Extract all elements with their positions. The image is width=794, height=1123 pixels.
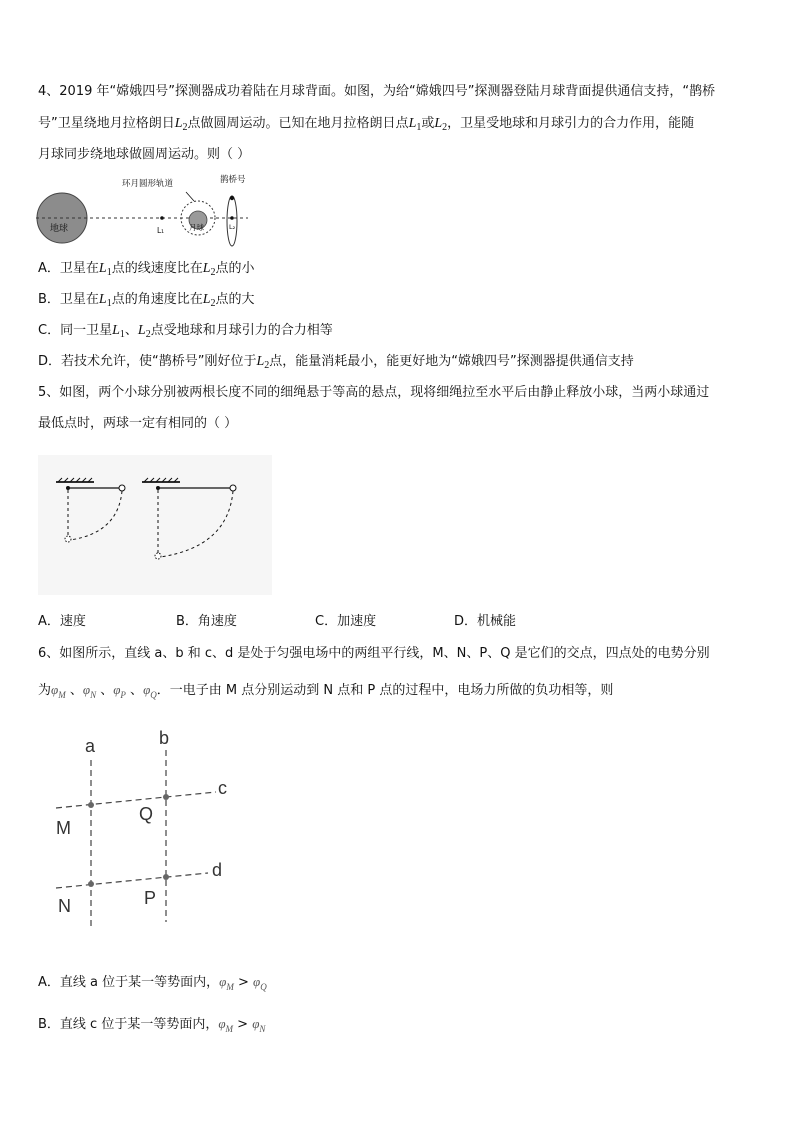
line-d <box>56 873 208 888</box>
q5-option-b[interactable]: B．角速度 <box>176 614 237 629</box>
halo-orbit <box>227 196 237 246</box>
point-q <box>163 794 169 800</box>
q5-option-a[interactable]: A．速度 <box>38 614 86 629</box>
q5-option-c[interactable]: C．加速度 <box>315 614 377 629</box>
q6-option-b[interactable]: B．直线 c 位于某一等势面内，$\varphi_M > \varphi_N$ <box>38 1016 266 1034</box>
q6-stem-line1: 6、如图所示，直线 a、b 和 c、d 是处于匀强电场中的两组平行线，M、N、P、Q 是它们的交点，四点处的电势分别 <box>38 646 710 661</box>
figure-background <box>38 455 272 595</box>
q4-option-d[interactable]: D．若技术允许，使“鹊桥号”刚好位于$L_2$点，能量消耗最小，能更好地为“嫦娥四号”探测器提供通信支持 <box>38 354 634 371</box>
line-c <box>56 792 216 808</box>
q4-stem-line3: 月球同步绕地球做圆周运动。则（ ） <box>38 147 251 162</box>
label-d: d <box>212 860 223 880</box>
orbit-label: 环月圆形轨道 <box>122 179 174 189</box>
point-m <box>88 802 94 808</box>
q4-earth-moon-diagram <box>36 170 256 248</box>
satellite-dot <box>230 196 234 200</box>
label-m: M <box>56 818 71 838</box>
q6-stem-line2: 为$\varphi_M$ 、$\varphi_N$ 、$\varphi_P$ 、$\varphi_Q$．一电子由 M 点分别运动到 N 点和 P 点的过程中，电场力所做的负功相等，则 <box>38 682 614 700</box>
q4-stem-line2: 号”卫星绕地月拉格朗日$L_2$点做圆周运动。已知在地月拉格朗日点$L_1$或$L_2$，卫星受地球和月球引力的合力作用，能随 <box>38 116 695 133</box>
point-n <box>88 881 94 887</box>
q4-stem-line1: 4、2019 年“嫦娥四号”探测器成功着陆在月球背面。如图，为给“嫦娥四号”探测器登陆月球背面提供通信支持，“鹊桥 <box>38 84 716 99</box>
orbit-pointer <box>186 192 194 201</box>
l2-label: L₂ <box>229 223 236 231</box>
label-b: b <box>159 728 170 748</box>
satellite-label: 鹊桥号 <box>220 175 246 185</box>
l2-point <box>230 216 234 220</box>
q5-pendulum-diagram <box>38 455 272 595</box>
label-a: a <box>85 736 96 756</box>
q6-field-lines-diagram <box>48 726 248 932</box>
l1-point <box>160 216 164 220</box>
q4-option-b[interactable]: B．卫星在$L_1$点的角速度比在$L_2$点的大 <box>38 292 255 309</box>
earth-label: 地球 <box>50 224 69 234</box>
q5-stem-line2: 最低点时，两球一定有相同的（ ） <box>38 416 238 431</box>
label-c: c <box>218 778 227 798</box>
q5-stem-line1: 5、如图，两个小球分别被两根长度不同的细绳悬于等高的悬点，现将细绳拉至水平后由静止释放小球，当两小球通过 <box>38 385 710 400</box>
q4-option-a[interactable]: A．卫星在$L_1$点的线速度比在$L_2$点的小 <box>38 261 255 278</box>
label-p: P <box>144 888 157 908</box>
q4-option-c[interactable]: C．同一卫星$L_1$、$L_2$点受地球和月球引力的合力相等 <box>38 323 333 340</box>
q6-option-a[interactable]: A．直线 a 位于某一等势面内，$\varphi_M > \varphi_Q$ <box>38 974 267 992</box>
label-q: Q <box>139 804 154 824</box>
label-n: N <box>58 896 71 916</box>
moon-label: 月球 <box>189 223 204 232</box>
point-p <box>163 874 169 880</box>
q5-option-d[interactable]: D．机械能 <box>454 614 517 629</box>
l1-label: L₁ <box>157 226 165 235</box>
